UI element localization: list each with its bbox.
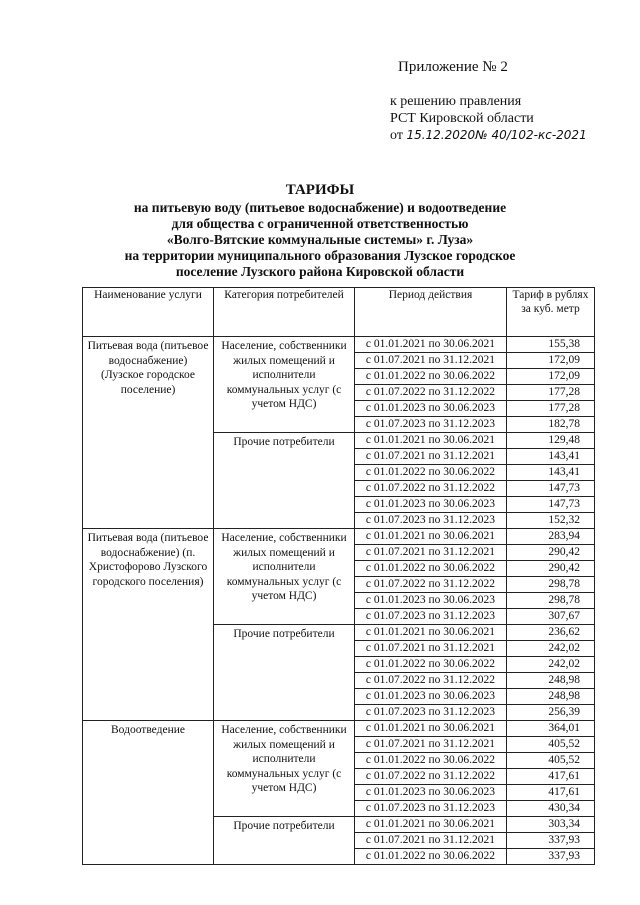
table-body [83,337,595,865]
tariff-value-cell: 307,67 [507,609,595,625]
service-name-cell: Водоотведение [83,721,214,865]
tariff-value-cell: 172,09 [507,353,595,369]
table-row [83,721,595,737]
period-cell: с 01.07.2023 по 31.12.2023 [355,513,507,529]
decision-date-line [390,127,587,144]
period-cell: с 01.01.2023 по 30.06.2023 [355,785,507,801]
tariff-value-cell: 298,78 [507,593,595,609]
tariff-value-cell: 290,42 [507,545,595,561]
period-cell: с 01.07.2021 по 31.12.2021 [355,737,507,753]
period-cell: с 01.07.2022 по 31.12.2022 [355,481,507,497]
period-cell: с 01.07.2023 по 31.12.2023 [355,705,507,721]
tariff-value-cell: 143,41 [507,449,595,465]
appendix-label: Приложение № 2 [398,59,508,75]
tariff-value-cell: 248,98 [507,689,595,705]
period-cell: с 01.01.2023 по 30.06.2023 [355,593,507,609]
period-cell: с 01.07.2022 по 31.12.2022 [355,769,507,785]
document-title [90,180,550,280]
period-cell: с 01.07.2021 по 31.12.2021 [355,449,507,465]
tariff-value-cell: 290,42 [507,561,595,577]
period-cell: с 01.07.2022 по 31.12.2022 [355,673,507,689]
decision-line-2: РСТ Кировской области [390,111,534,126]
period-cell: с 01.07.2022 по 31.12.2022 [355,385,507,401]
period-cell: с 01.07.2023 по 31.12.2023 [355,609,507,625]
tariff-value-cell: 177,28 [507,401,595,417]
consumer-category-cell: Население, собственники жилых помещений и исполнители коммунальных услуг (с учетом НДС) [214,529,355,625]
period-cell: с 01.07.2021 по 31.12.2021 [355,641,507,657]
period-cell: с 01.01.2021 по 30.06.2021 [355,817,507,833]
service-name-cell: Питьевая вода (питьевое водоснабжение) (п. Христофорово Лузского городского поселения) [83,529,214,721]
decision-prefix: от [390,128,403,143]
period-cell: с 01.01.2022 по 30.06.2022 [355,465,507,481]
table-header-row [83,288,595,337]
tariff-value-cell: 242,02 [507,657,595,673]
period-cell: с 01.07.2023 по 31.12.2023 [355,801,507,817]
tariff-value-cell: 417,61 [507,785,595,801]
service-name-cell: Питьевая вода (питьевое водоснабжение) (Лузское городское поселение) [83,337,214,529]
period-cell: с 01.07.2023 по 31.12.2023 [355,417,507,433]
period-cell: с 01.01.2023 по 30.06.2023 [355,689,507,705]
tariff-value-cell: 152,32 [507,513,595,529]
tariff-value-cell: 256,39 [507,705,595,721]
header-service: Наименование услуги [83,288,214,337]
period-cell: с 01.07.2021 по 31.12.2021 [355,353,507,369]
title-main: ТАРИФЫ [285,182,355,198]
tariff-value-cell: 242,02 [507,641,595,657]
period-cell: с 01.01.2021 по 30.06.2021 [355,433,507,449]
period-cell: с 01.01.2022 по 30.06.2022 [355,657,507,673]
header-category: Категория потребителей [214,288,355,337]
period-cell: с 01.07.2021 по 31.12.2021 [355,545,507,561]
decision-handwritten: 15.12.2020№ 40/102-кс-2021 [406,128,587,142]
period-cell: с 01.01.2021 по 30.06.2021 [355,337,507,353]
period-cell: с 01.01.2023 по 30.06.2023 [355,497,507,513]
table-row [83,337,595,353]
tariff-value-cell: 405,52 [507,737,595,753]
period-cell: с 01.01.2021 по 30.06.2021 [355,625,507,641]
consumer-category-cell: Население, собственники жилых помещений и исполнители коммунальных услуг (с учетом НДС) [214,721,355,817]
period-cell: с 01.01.2022 по 30.06.2022 [355,849,507,865]
header-period: Период действия [355,288,507,337]
tariff-value-cell: 337,93 [507,849,595,865]
tariff-value-cell: 147,73 [507,481,595,497]
period-cell: с 01.01.2023 по 30.06.2023 [355,401,507,417]
period-cell: с 01.07.2021 по 31.12.2021 [355,833,507,849]
tariff-value-cell: 155,38 [507,337,595,353]
title-line-2: для общества с ограниченной ответственностью [171,216,469,231]
header-tariff: Тариф в рублях за куб. метр [507,288,595,337]
tariff-value-cell: 177,28 [507,385,595,401]
tariff-value-cell: 182,78 [507,417,595,433]
tariff-value-cell: 129,48 [507,433,595,449]
consumer-category-cell: Прочие потребители [214,625,355,721]
consumer-category-cell: Население, собственники жилых помещений и исполнители коммунальных услуг (с учетом НДС) [214,337,355,433]
tariff-value-cell: 248,98 [507,673,595,689]
decision-line-1: к решению правления [390,94,522,109]
decision-reference [390,93,587,144]
tariff-table [82,287,595,865]
tariff-value-cell: 417,61 [507,769,595,785]
title-line-3: «Волго-Вятские коммунальные системы» г. Луза» [166,232,474,247]
table-row [83,529,595,545]
title-line-1: на питьевую воду (питьевое водоснабжение) и водоотведение [133,200,507,215]
tariff-value-cell: 147,73 [507,497,595,513]
tariff-value-cell: 405,52 [507,753,595,769]
tariff-value-cell: 143,41 [507,465,595,481]
title-line-5: поселение Лузского района Кировской области [175,264,465,279]
tariff-value-cell: 364,01 [507,721,595,737]
period-cell: с 01.01.2021 по 30.06.2021 [355,529,507,545]
tariff-value-cell: 172,09 [507,369,595,385]
consumer-category-cell: Прочие потребители [214,817,355,865]
period-cell: с 01.01.2022 по 30.06.2022 [355,753,507,769]
tariff-value-cell: 430,34 [507,801,595,817]
tariff-value-cell: 337,93 [507,833,595,849]
tariff-value-cell: 303,34 [507,817,595,833]
period-cell: с 01.01.2022 по 30.06.2022 [355,561,507,577]
title-line-4: на территории муниципального образования Лузское городское [124,248,516,263]
tariff-value-cell: 298,78 [507,577,595,593]
period-cell: с 01.01.2022 по 30.06.2022 [355,369,507,385]
tariff-value-cell: 283,94 [507,529,595,545]
period-cell: с 01.07.2022 по 31.12.2022 [355,577,507,593]
consumer-category-cell: Прочие потребители [214,433,355,529]
period-cell: с 01.01.2021 по 30.06.2021 [355,721,507,737]
tariff-value-cell: 236,62 [507,625,595,641]
